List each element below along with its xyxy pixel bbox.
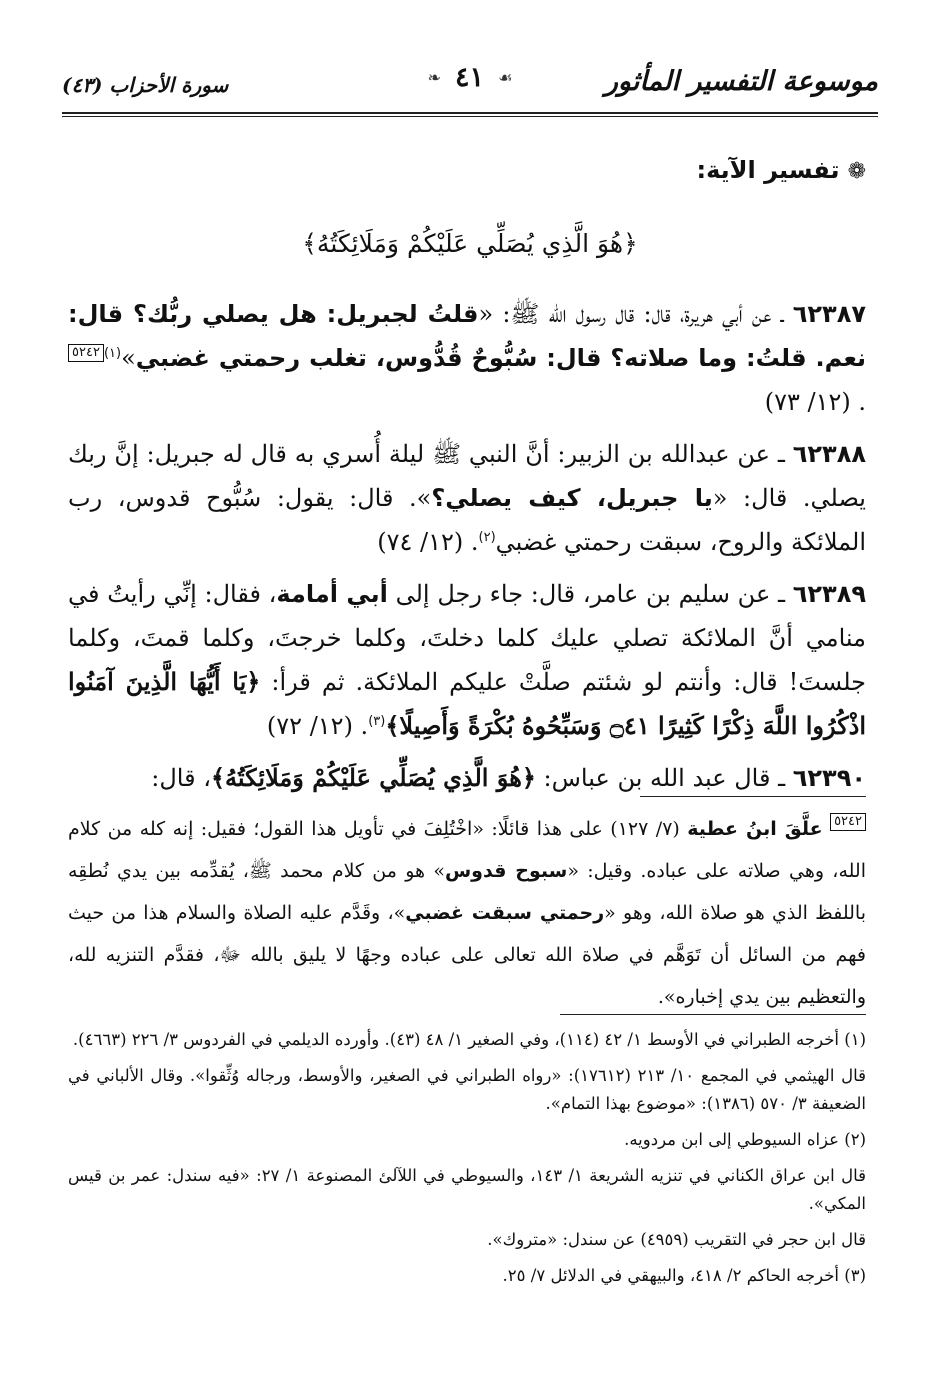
footnote-mark[interactable]: (١) — [103, 346, 122, 361]
book-title: موسوعة التفسير المأثور — [604, 66, 878, 97]
page-header — [62, 62, 878, 118]
verse-text: ﴿هُوَ الَّذِي يُصَلِّي عَلَيْكُمْ وَمَلَائِكَتُهُ﴾ — [302, 229, 638, 258]
entry-number: ٦٢٣٨٨ — [792, 440, 866, 468]
entry-text: ـ قال عبد الله بن عباس: — [535, 764, 786, 792]
quran-quote: ﴿هُوَ الَّذِي يُصَلِّي عَلَيْكُمْ وَمَلَائِكَتُهُ﴾ — [210, 763, 536, 792]
footnotes-divider — [560, 1014, 866, 1015]
footnote: قال ابن حجر في التقريب (٤٩٥٩) عن سندل: «متروك». — [487, 1230, 866, 1249]
footnote-mark[interactable]: (٣) — [368, 714, 386, 729]
commentary-text: » هو من كلام محمد ﷺ، يُقدِّمه بين يدي نُطقِه باللفظ الذي هو صلاة الله، وهو « — [68, 860, 866, 924]
quran-quote: ﴿يَا أَيُّهَا الَّذِينَ آمَنُوا اذْكُرُوا اللَّهَ ذِكْرًا كَثِيرًا ۝٤١ وَسَبِّحُوهُ بُكْرَةً وَأَصِيلًا﴾ — [68, 667, 866, 740]
entry-number: ٦٢٣٩٠ — [792, 764, 866, 792]
commentary-ref-box[interactable]: ٥٢٤٢ — [68, 344, 104, 362]
entry — [68, 432, 866, 564]
volume-ref: . (١٢/ ٧٣) — [764, 388, 866, 416]
entry-bold: أبي أمامة — [276, 580, 388, 608]
entry — [68, 292, 866, 424]
entry-bold: قلتُ لجبريل: هل يصلي ربُّك؟ قال: نعم. قلتُ: وما صلاته؟ قال: سُبُّوحٌ قُدُّوس، تغلب رحمتي غضبي — [68, 300, 866, 372]
surah-title: سورة الأحزاب (٤٣) — [62, 73, 229, 97]
volume-ref: . (١٢/ ٧٤) — [377, 528, 479, 556]
entry-text: ـ عن أبي هريرة، قال: قال رسول الله ﷺ: « — [478, 300, 784, 328]
page-number-block — [428, 62, 513, 93]
commentary-divider — [640, 796, 866, 797]
header-rule — [62, 112, 878, 114]
footnotes — [68, 1026, 866, 1298]
commentary-text: »، وقَدَّم عليه الصلاة والسلام هذا من حيث فهم من السائل أن تَوَهَّم في صلاة الله تعالى على عباده وجهًا لا يليق بالله ﷻ، فقدَّم التنزيه لله، والتعظيم بين يدي إخباره». — [68, 902, 866, 1008]
footnote: (٢) عزاه السيوطي إلى ابن مردويه. — [624, 1130, 866, 1149]
footnote: (٣) أخرجه الحاكم ٢/ ٤١٨، والبيهقي في الدلائل ٧/ ٢٥. — [502, 1266, 866, 1285]
entry-text: ـ عن سليم بن عامر، قال: جاء رجل إلى — [387, 580, 786, 608]
ornament-icon: ☙ — [498, 68, 513, 87]
entry-text: ، قال: — [151, 764, 211, 792]
entry — [68, 572, 866, 748]
commentary-box: ٥٢٤٢ — [830, 813, 866, 831]
footnote: قال ابن عراق الكناني في تنزيه الشريعة ١/ ١٤٣، والسيوطي في اللآلئ المصنوعة ١/ ٢٧: «فيه سندل: عمر بن قيس المكي». — [68, 1166, 866, 1213]
flower-icon: ❁ — [847, 159, 866, 184]
header-rule-thin — [62, 116, 878, 117]
commentary-text: (٧/ ١٢٧) على هذا قائلًا: «اخْتُلِفَ في تأويل هذا القول؛ فقيل: إنه كله من كلام الله، وهي صلاته على عباده. وقيل: « — [68, 818, 866, 882]
commentary-bold: رحمتي سبقت غضبي — [405, 902, 605, 924]
entry-number: ٦٢٣٨٩ — [792, 580, 866, 608]
entry-text: ». قال: يقول: سُبُّوح قدوس، رب الملائكة والروح، سبقت رحمتي غضبي — [68, 484, 866, 556]
entry — [68, 756, 866, 800]
ornament-icon: ❧ — [427, 68, 442, 87]
section-title: تفسير الآية: — [696, 156, 840, 184]
entry-text: » — [121, 344, 136, 372]
commentary-note — [68, 808, 866, 1018]
entry-text: ـ عن عبدالله بن الزبير: أنَّ النبي ﷺ ليلة أُسري به قال له جبريل: إنَّ ربك يصلي. قال: « — [68, 440, 866, 512]
commentary-author: علَّقَ ابنُ عطية — [687, 818, 823, 840]
quran-verse — [62, 224, 878, 264]
entry-number: ٦٢٣٨٧ — [792, 300, 866, 328]
entry-bold: يا جبريل، كيف يصلي؟ — [431, 484, 713, 512]
footnote: (١) أخرجه الطبراني في الأوسط ١/ ٤٢ (١١٤)، وفي الصغير ١/ ٤٨ (٤٣). وأورده الديلمي في الفردوس ٣/ ٢٢٦ (٤٦٦٣). — [72, 1030, 866, 1049]
footnote: قال الهيثمي في المجمع ١٠/ ٢١٣ (١٧٦١٢): «رواه الطبراني في الصغير، والأوسط، ورجاله وُثِّقوا». وقال الألباني في الضعيفة ٣/ ٥٧٠ (١٣٨٦): «موضوع بهذا التمام». — [68, 1066, 866, 1113]
volume-ref: . (١٢/ ٧٢) — [266, 712, 369, 740]
footnote-mark[interactable]: (٢) — [478, 530, 496, 545]
commentary-bold: سبوح قدوس — [444, 860, 568, 882]
page-number: ٤١ — [455, 62, 485, 93]
main-text — [68, 292, 866, 808]
entry-text: ، فقال: إنِّي رأيتُ في منامي أنَّ الملائكة تصلي عليك كلما دخلتَ، وكلما خرجتَ، وكلما قمتَ، وكلما جلستَ! قال: وأنتم لو شئتم صلَّتْ عليكم الملائكة. ثم قرأ: — [68, 580, 867, 696]
section-heading — [697, 150, 867, 192]
